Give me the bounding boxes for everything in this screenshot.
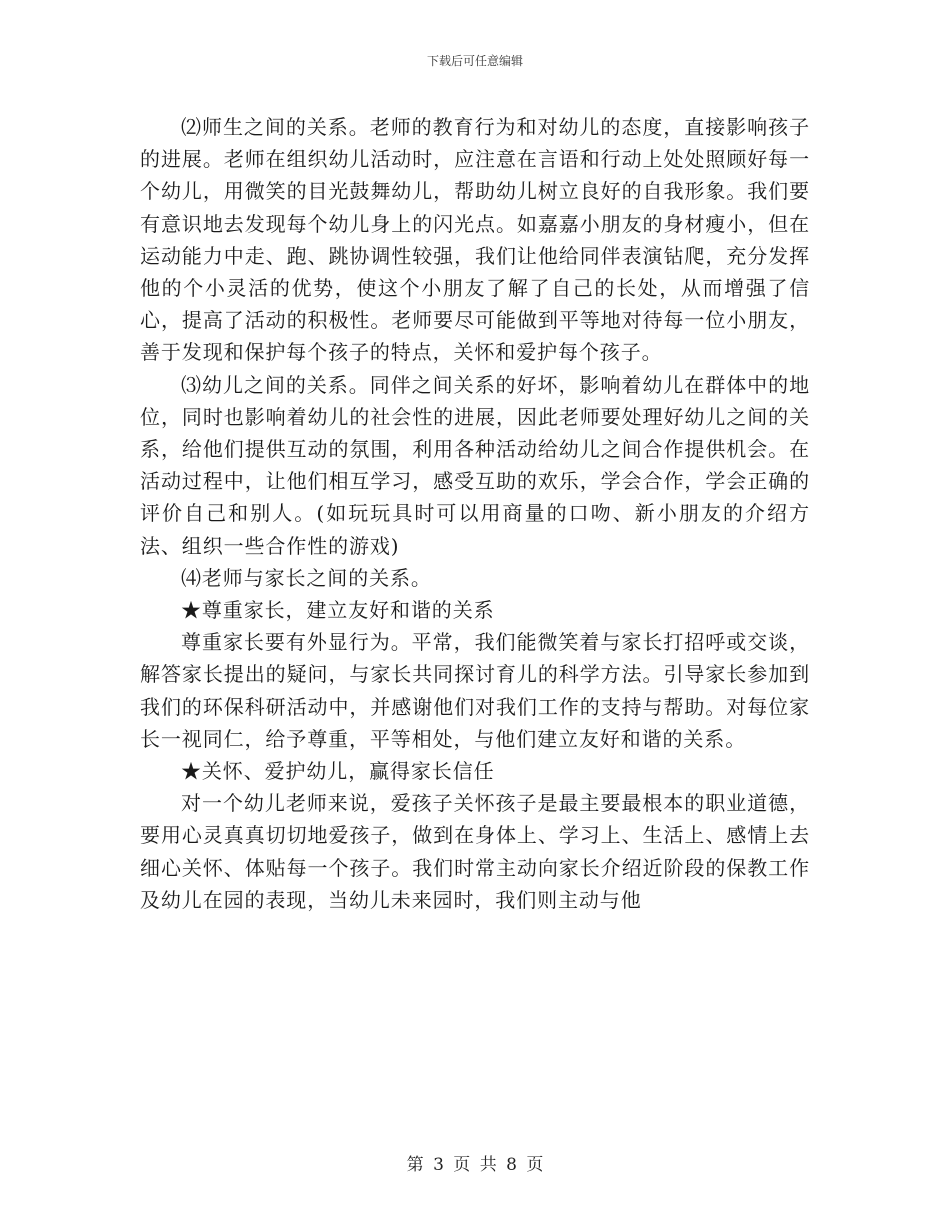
paragraph-care-children: 对一个幼儿老师来说，爱孩子关怀孩子是最主要最根本的职业道德，要用心灵真真切切地爱孩子，做到在身体上、学习上、生活上、感情上去细心关怀、体贴每一个孩子。我们时常主动向家长介绍近阶段的保教工作及幼儿在园的表现，当幼儿未来园时，我们则主动与他 (140, 791, 810, 912)
paragraph-child-child-relation: ⑶幼儿之间的关系。同伴之间关系的好坏，影响着幼儿在群体中的地位，同时也影响着幼儿的社会性的进展，因此老师要处理好幼儿之间的关系，给他们提供互动的氛围，利用各种活动给幼儿之间合作提供机会。在活动过程中，让他们相互学习，感受互助的欢乐，学会合作，学会正确的评价自己和别人。(如玩玩具时可以用商量的口吻、新小朋友的介绍方法、组织一些合作性的游戏) (140, 372, 810, 558)
subheading-respect-parents: ★尊重家长，建立友好和谐的关系 (181, 598, 495, 623)
paragraph-respect-parents: 尊重家长要有外显行为。平常，我们能微笑着与家长打招呼或交谈，解答家长提出的疑问，与家长共同探讨育儿的科学方法。引导家长参加到我们的环保科研活动中，并感谢他们对我们工作的支持与帮助。对每位家长一视同仁，给予尊重，平等相处，与他们建立友好和谐的关系。 (140, 630, 810, 751)
paragraph-teacher-student-relation: ⑵师生之间的关系。老师的教育行为和对幼儿的态度，直接影响孩子的进展。老师在组织幼儿活动时，应注意在言语和行动上处处照顾好每一个幼儿，用微笑的目光鼓舞幼儿，帮助幼儿树立良好的自我形象。我们要有意识地去发现每个幼儿身上的闪光点。如嘉嘉小朋友的身材瘦小，但在运动能力中走、跑、跳协调性较强，我们让他给同伴表演钻爬，充分发挥他的个小灵活的优势，使这个小朋友了解了自己的长处，从而增强了信心，提高了活动的积极性。老师要尽可能做到平等地对待每一位小朋友，善于发现和保护每个孩子的特点，关怀和爱护每个孩子。 (140, 115, 810, 365)
page-footer: 第 3 页 共 8 页 (406, 1155, 544, 1175)
document-body (140, 111, 810, 916)
paragraph-teacher-parent-heading: ⑷老师与家长之间的关系。 (181, 565, 432, 590)
page-header: 下载后可任意编辑 (426, 54, 523, 68)
subheading-care-children: ★关怀、爱护幼儿，赢得家长信任 (181, 759, 495, 784)
